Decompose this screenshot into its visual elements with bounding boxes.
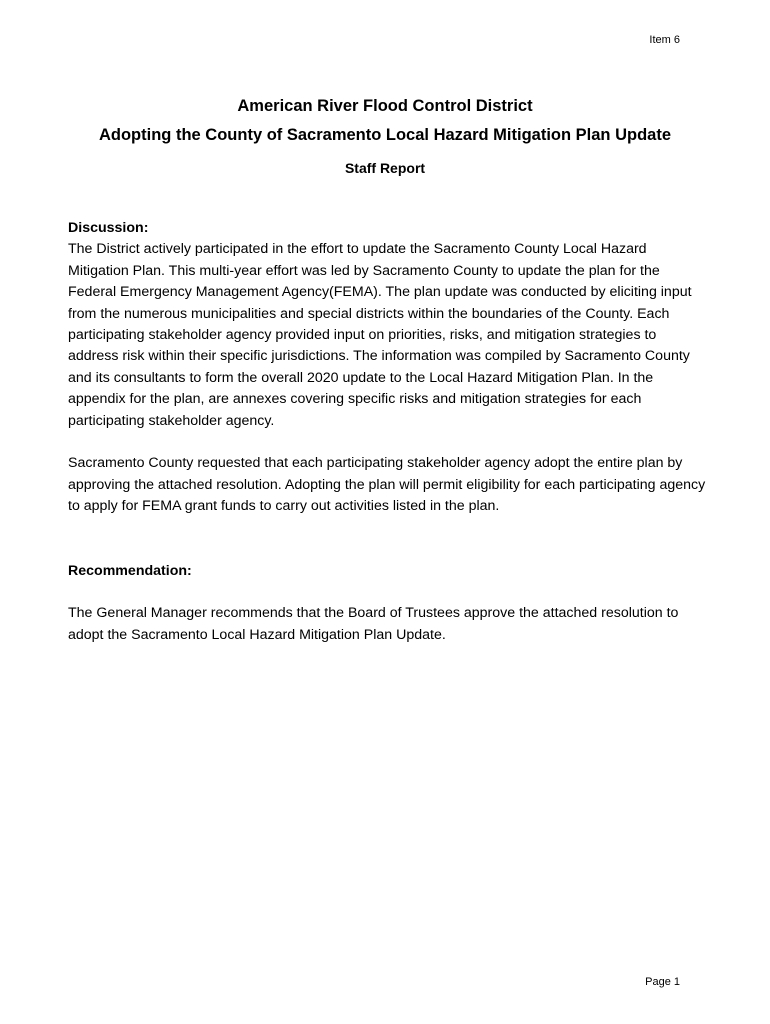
recommendation-heading: Recommendation: — [68, 562, 192, 579]
report-subtitle: Staff Report — [344, 160, 426, 176]
discussion-heading: Discussion: — [68, 220, 149, 236]
discussion-paragraph-1: The District actively participated in the effort to update the Sacramento County Local Hazard Mitigation Plan. This multi-year effort was led by Sacramento County to update the plan for the Federal Emergency Management Agency(FEMA). The plan update was conducted by eliciting input from the numerous municipalities and special districts within the boundaries of the County. Each participating stakeholder agency provided input on priorities, risks, and mitigation strategies to address risk within their specific jurisdictions. The information was compiled by Sacramento County and its consultants to form the overall 2020 update to the Local Hazard Mitigation Plan. In the appendix for the plan, are annexes covering specific risks and mitigation strategies for each participating stakeholder agency. — [68, 241, 692, 429]
title-block — [0, 92, 770, 176]
document-title: Adopting the County of Sacramento Local Hazard Mitigation Plan Update — [98, 126, 672, 144]
recommendation-paragraph: The General Manager recommends that the Board of Trustees approve the attached resolution to adopt the Sacramento Local Hazard Mitigation Plan Update. — [68, 605, 679, 643]
organization-title: American River Flood Control District — [237, 97, 533, 115]
page-number: Page 1 — [645, 976, 680, 988]
discussion-paragraph-2: Sacramento County requested that each participating stakeholder agency adopt the entire plan by approving the attached resolution. Adopting the plan will permit eligibility for each participating agency to apply for FEMA grant funds to carry out activities listed in the plan. — [68, 455, 706, 515]
report-body — [68, 218, 708, 646]
item-number-label: Item 6 — [649, 34, 680, 46]
